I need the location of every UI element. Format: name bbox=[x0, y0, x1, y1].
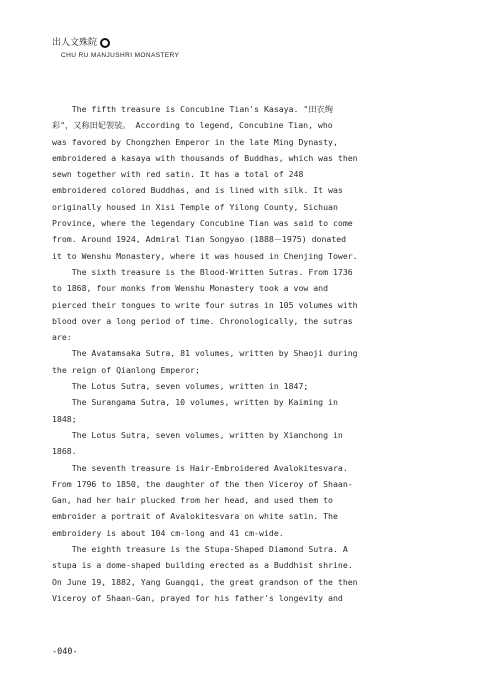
text-line: The eighth treasure is the Stupa-Shaped Diamond Sutra. A bbox=[52, 544, 348, 555]
text-line: to 1868, four monks from Wenshu Monastery took a vow and bbox=[52, 283, 329, 294]
text-line: embroider a portrait of Avalokitesvara on white satin. The bbox=[52, 511, 338, 522]
text-line: stupa is a dome-shaped building erected as a Buddhist shrine. bbox=[52, 560, 353, 571]
text-line: the reign of Qianlong Emperor; bbox=[52, 364, 200, 375]
text-line: from. Around 1924, Admiral Tian Songyao (1888－1975) donated bbox=[52, 234, 347, 245]
text-line: pierced their tongues to write four sutras in 105 volumes with bbox=[52, 299, 358, 310]
circle-ring-icon bbox=[100, 38, 110, 48]
running-header bbox=[52, 37, 432, 59]
header-chinese-title: 出人文殊院 bbox=[52, 38, 98, 48]
text-line: 彩"，又称田妃袈裟。 According to legend, Concubine Tian, who bbox=[52, 120, 333, 131]
text-line: The Lotus Sutra, seven volumes, written in 1847; bbox=[52, 381, 309, 392]
text-line: Gan, had her hair plucked from her head, and used them to bbox=[52, 495, 333, 506]
text-line: are: bbox=[52, 332, 72, 343]
text-line: blood over a long period of time. Chronologically, the sutras bbox=[52, 315, 353, 326]
text-line: originally housed in Xisi Temple of Yilong County, Sichuan bbox=[52, 201, 338, 212]
text-line: 1848; bbox=[52, 413, 77, 424]
text-line: The Surangama Sutra, 10 volumes, written by Kaiming in bbox=[52, 397, 338, 408]
header-english-title: CHU RU MANJUSHRI MONASTERY bbox=[61, 52, 180, 59]
text-line: From 1796 to 1850, the daughter of the then Viceroy of Shaan- bbox=[52, 478, 353, 489]
text-line: The sixth treasure is the Blood-Written Sutras. From 1736 bbox=[52, 266, 353, 277]
header-chinese-row bbox=[52, 37, 432, 49]
text-line: sewn together with red satin. It has a total of 248 bbox=[52, 169, 304, 180]
page-body-text bbox=[52, 101, 432, 606]
text-line: The Lotus Sutra, seven volumes, written by Xianchong in bbox=[52, 429, 343, 440]
text-line: Province, where the legendary Concubine Tian was said to come bbox=[52, 218, 353, 229]
text-line: The seventh treasure is Hair-Embroidered Avalokitesvara. bbox=[52, 462, 348, 473]
text-line: was favored by Chongzhen Emperor in the late Ming Dynasty, bbox=[52, 136, 338, 147]
text-line: embroidered a kasaya with thousands of Buddhas, which was then bbox=[52, 152, 358, 163]
page-number: -040- bbox=[52, 647, 78, 657]
text-line: The Avatamsaka Sutra, 81 volumes, written by Shaoji during bbox=[52, 348, 358, 359]
text-line: embroidered colored Buddhas, and is lined with silk. It was bbox=[52, 185, 343, 196]
text-line: embroidery is about 104 cm-long and 41 cm-wide. bbox=[52, 527, 284, 538]
text-line: On June 19, 1882, Yang Guangqi, the great grandson of the then bbox=[52, 576, 358, 587]
text-line: it to Wenshu Monastery, where it was housed in Chenjing Tower. bbox=[52, 250, 358, 261]
text-line: 1868. bbox=[52, 446, 77, 457]
text-line: Viceroy of Shaan-Gan, prayed for his father's longevity and bbox=[52, 592, 343, 603]
text-line: The fifth treasure is Concubine Tian's Kasaya. "田衣绚 bbox=[52, 104, 333, 114]
